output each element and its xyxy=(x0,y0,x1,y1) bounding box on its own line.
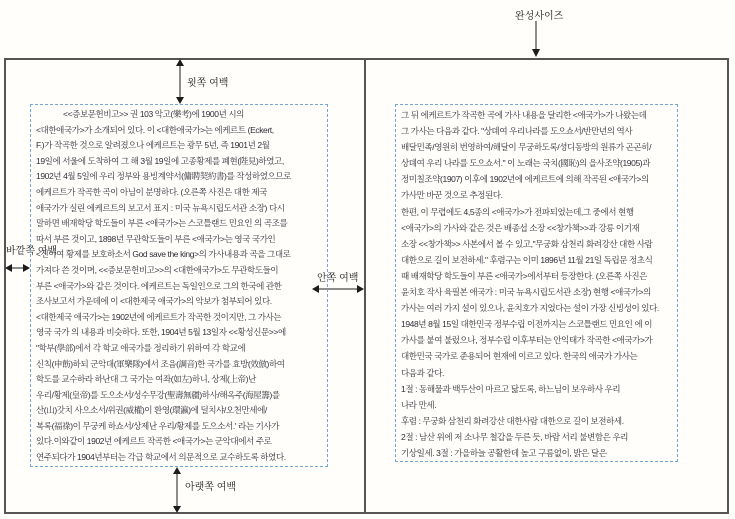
text-line: <대한제국 애국가>는 1902년에 에케르트가 작곡한 것이지만, 그 가사는 xyxy=(36,311,282,322)
text-line: 1902년 4월 5일에 우리 정부와 용빙계약서(傭聘契約書)를 작성하였으므로 xyxy=(36,171,291,182)
text-line: 윤치호 작사 육필본 애국가 : 미국 뉴욕시립도서관 소장) 현행 <애국가>의 xyxy=(401,287,651,298)
text-line: 학도를 교수하라 하난대 그 국가는 여좌(如左)하니, 상제(上帝)난 xyxy=(36,374,256,385)
text-line: <<증보문헌비고>> 권 103 악고(樂考)에 1900년 시의 xyxy=(63,109,244,119)
text-line: 따서 부른 것이고, 1898년 무관학도들이 부른 <애국가>는 영국 국가인 xyxy=(36,233,276,244)
text-line: 가사만 바꾼 것으로 추정된다. xyxy=(401,190,503,201)
finish-size-label: 완성사이즈 xyxy=(515,11,564,22)
text-line: <대한애국가>가 소개되어 있다. 이 <대한애국가>는 에케르트 (Eckert, xyxy=(36,124,274,135)
text-line: 그 뒤 에케르트가 작곡한 곡에 가사 내용을 달리한 <애국가>가 나왔는데 xyxy=(401,110,647,120)
text-line: "학부(學部)에서 각 학교 애국가를 정리하기 위하여 각 학교에 xyxy=(36,342,246,353)
top-margin-label: 윗쪽 여백 xyxy=(187,78,229,89)
text-line: 애국가가 실린 에케르트의 보고서 표지 : 미국 뉴욕시립도서관 소장) 다시 xyxy=(36,202,285,213)
text-line: 대한으로 길이 보전하세." 후렴구는 이미 1896년 11월 21일 독립문 정초식 xyxy=(401,254,653,265)
inner-margin-label: 안쪽 여백 xyxy=(317,273,359,284)
text-line: 우리/황제(皇帝)를 도으소서/성수무강(聖壽無疆)하사/해옥주(海屋籌)를 xyxy=(36,389,280,400)
top-margin-arrow-icon xyxy=(174,59,186,104)
text-line: 그 가사는 다음과 같다. "상뎨여 우리나라를 도으쇼서/반만년의 역사 xyxy=(401,126,633,137)
text-line: 있다.이와같이 1902년 에케르트 작곡한 <애국가>는 군악대에서 주로 xyxy=(36,436,272,447)
text-line: 신칙(申飭)하되 군악대(軍樂隊)에서 조음(調音)한 국가를 효방(效倣)하여 xyxy=(36,358,285,369)
bottom-margin-arrow-icon xyxy=(171,467,183,513)
text-line: 1948년 8월 15일 대한민국 정부수립 이전까지는 스코틀랜드 민요인 에 이 xyxy=(401,319,653,330)
text-line: 가져다 쓴 것이며, <<증보문헌비고>>의 <대한애국가>도 무관학도들이 xyxy=(36,264,279,275)
text-line: 말하면 배재학당 학도들이 부른 <애국가>는 스코틀랜드 민요인 의 곡조를 xyxy=(36,218,288,229)
center-divider-line xyxy=(364,58,366,514)
text-line: 19일에 서울에 도착하여 그 해 3월 19일에 고종황제를 폐현(陛見)하였고, xyxy=(36,155,284,166)
text-line: 상뎨여 우리 나라를 도으쇼서." 이 노래는 국치(國恥)의 을사조약(1905)과 xyxy=(401,158,651,169)
text-line: 후렴 : 무궁화 삼천리 화려강산 대한사람 대한으로 길이 보전하세. xyxy=(401,415,624,426)
text-line: 영국 국가 의 내용과 비슷하다. 또한, 1904년 5월 13일자 <<황성신문>>에 xyxy=(36,327,286,338)
text-line: 소장 <<창가책>> 사본에서 볼 수 있고,"무궁화 삼천리 화려강산 대한 사람 xyxy=(401,238,653,249)
text-line: 때 배재학당 학도들이 부른 <애국가>에서부터 등장한다. (오른쪽 사진은 xyxy=(401,270,647,281)
outer-margin-label: 바깥쪽 여백 xyxy=(6,246,58,257)
text-line: 대한민국 국가로 준용되어 현재에 이르고 있다. 한국의 애국가 가사는 xyxy=(401,351,638,362)
text-line: 배달민족/영원히 번영하여/해달이 무궁하도록/셩디동방의 원류가 곤곤히/ xyxy=(401,142,652,153)
text-line: 부른 <애국가>와 같은 것이다. 에케르트는 독일인으로 그의 한국에 관한 xyxy=(36,280,282,291)
bottom-margin-label: 아랫쪽 여백 xyxy=(185,482,237,493)
text-line: 산(山)갓치 사으소서/위권(威權)이 환영(環瀛)에 덜치샤/오천만세에/ xyxy=(36,405,267,416)
outer-margin-arrow-icon xyxy=(5,262,30,274)
text-line: 2절 : 남산 위에 저 소나무 철갑을 두른 듯, 바람 서리 불변함은 우리 xyxy=(401,431,629,442)
text-line: 나라 만세. xyxy=(401,399,437,410)
text-line: F.)가 작곡한 것으로 알려졌으나 에케르트는 광무 5년, 즉 1901년 2월 xyxy=(36,140,270,151)
text-line: 복록(福祿)이 무궁케 하쇼서/상제난 우리/황제를 도으소서.' 라는 기사가 xyxy=(36,420,280,431)
finish-size-arrow-icon xyxy=(530,21,542,57)
text-line: 다음과 같다. xyxy=(401,367,444,378)
text-line: 에케르트가 작곡한 곡이 아님이 분명하다. (오른쪽 사진은 대한 제국 xyxy=(36,186,267,197)
text-line: 정미칠조약(1907) 이후에 1902년에 에케르트에 의해 작곡된 <애국가>의 xyxy=(401,174,649,185)
right-page-text-area xyxy=(395,104,678,462)
text-line: <애국가>의 가사와 같은 것은 배종섭 소장 <<창가책>>과 강릉 이기재 xyxy=(401,222,640,233)
text-line: 한편, 이 무렵에도 4,5종의 <애국가>가 전파되었는데,그 중에서 현행 xyxy=(401,206,634,217)
text-line: 연주되다가 1904년부터는 각급 학교에서 의문적으로 교수하도록 하였다. xyxy=(36,452,286,463)
text-line: 기상일세. 3절 : 가을하늘 공활한데 높고 구름없이, 밝은 달은 xyxy=(401,447,607,458)
text-line: 가사를 붙여 불렀으나, 정부수립 이후부터는 안익태가 작곡한 <애국가>가 xyxy=(401,335,653,346)
text-line: 1절 : 동해물과 백두산이 마르고 닳도록, 하느님이 보우하사 우리 xyxy=(401,383,621,394)
text-line: <신이여 황제를 보호하소서 God save the king>의 가사내용과 곡을 그대로 xyxy=(36,249,291,260)
text-line: 가사는 여러 가지 설이 있으나, 윤치호가 지었다는 설이 가장 신빙성이 있다. xyxy=(401,303,659,314)
left-page-text-area xyxy=(30,104,328,467)
text-line: 조사보고서 가운데에 이 <대한제국 애국가>의 악보가 첨부되어 있다. xyxy=(36,296,272,307)
